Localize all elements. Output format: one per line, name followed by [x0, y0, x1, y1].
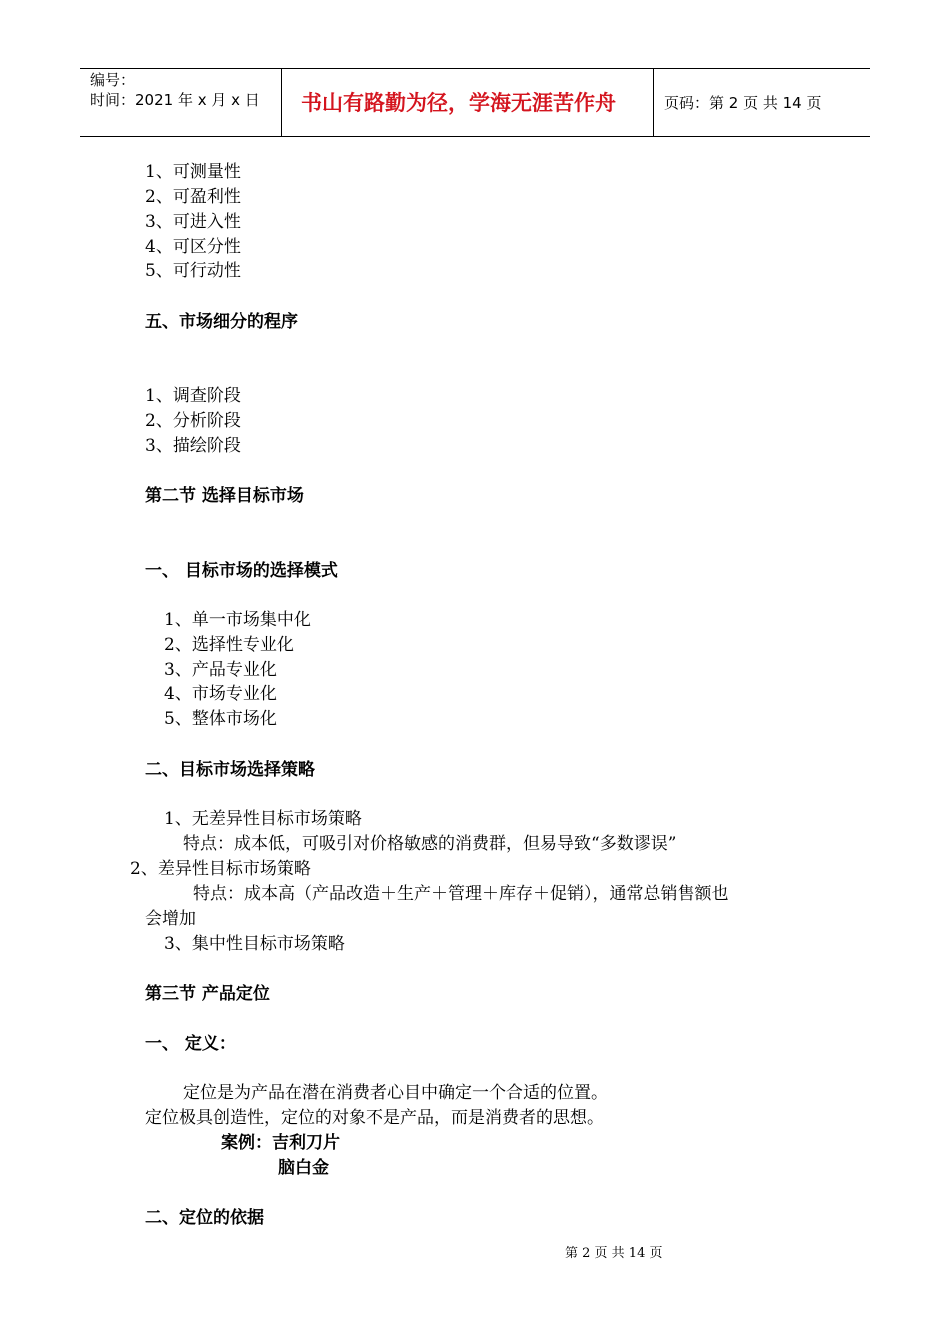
header-number-label: 编号： [90, 71, 136, 89]
section-heading: 二、目标市场选择策略 [145, 760, 315, 780]
list-item: 4、可区分性 [145, 237, 241, 257]
header-time-label: 时间：2021 年 x 月 x 日 [90, 91, 260, 109]
strategy-note: 会增加 [145, 909, 196, 929]
section-heading: 一、 定义： [145, 1034, 236, 1054]
list-item: 1、可测量性 [145, 162, 241, 182]
list-item: 2、选择性专业化 [164, 635, 294, 655]
section-heading: 一、 目标市场的选择模式 [145, 561, 338, 581]
list-item: 3、可进入性 [145, 212, 241, 232]
case-line: 案例：吉利刀片 [221, 1133, 340, 1153]
list-item: 1、单一市场集中化 [164, 610, 311, 630]
section-heading: 五、市场细分的程序 [145, 312, 298, 332]
header-divider [653, 69, 654, 136]
section-heading: 二、定位的依据 [145, 1208, 264, 1228]
strategy-item: 3、集中性目标市场策略 [164, 934, 345, 954]
list-item: 3、产品专业化 [164, 660, 277, 680]
strategy-note: 特点：成本低，可吸引对价格敏感的消费群，但易导致“多数谬误” [183, 834, 677, 854]
paragraph-line: 定位是为产品在潜在消费者心目中确定一个合适的位置。 [183, 1083, 608, 1103]
chapter-heading: 第二节 选择目标市场 [145, 486, 304, 506]
list-item: 3、描绘阶段 [145, 436, 241, 456]
list-item: 5、可行动性 [145, 261, 241, 281]
list-item: 4、市场专业化 [164, 684, 277, 704]
list-item: 2、分析阶段 [145, 411, 241, 431]
case-line: 脑白金 [278, 1158, 329, 1178]
paragraph-line: 定位极具创造性，定位的对象不是产品，而是消费者的思想。 [145, 1108, 604, 1128]
chapter-heading: 第三节 产品定位 [145, 984, 270, 1004]
list-item: 1、调查阶段 [145, 386, 241, 406]
list-item: 2、可盈利性 [145, 187, 241, 207]
header-divider [281, 69, 282, 136]
page-footer: 第 2 页 共 14 页 [565, 1246, 663, 1261]
strategy-item: 2、差异性目标市场策略 [130, 859, 311, 879]
strategy-note: 特点：成本高（产品改造＋生产＋管理＋库存＋促销），通常总销售额也 [193, 884, 729, 904]
header-page-info: 页码：第 2 页 共 14 页 [664, 94, 822, 112]
header-motto: 书山有路勤为径，学海无涯苦作舟 [301, 91, 616, 115]
list-item: 5、整体市场化 [164, 709, 277, 729]
strategy-item: 1、无差异性目标市场策略 [164, 809, 362, 829]
